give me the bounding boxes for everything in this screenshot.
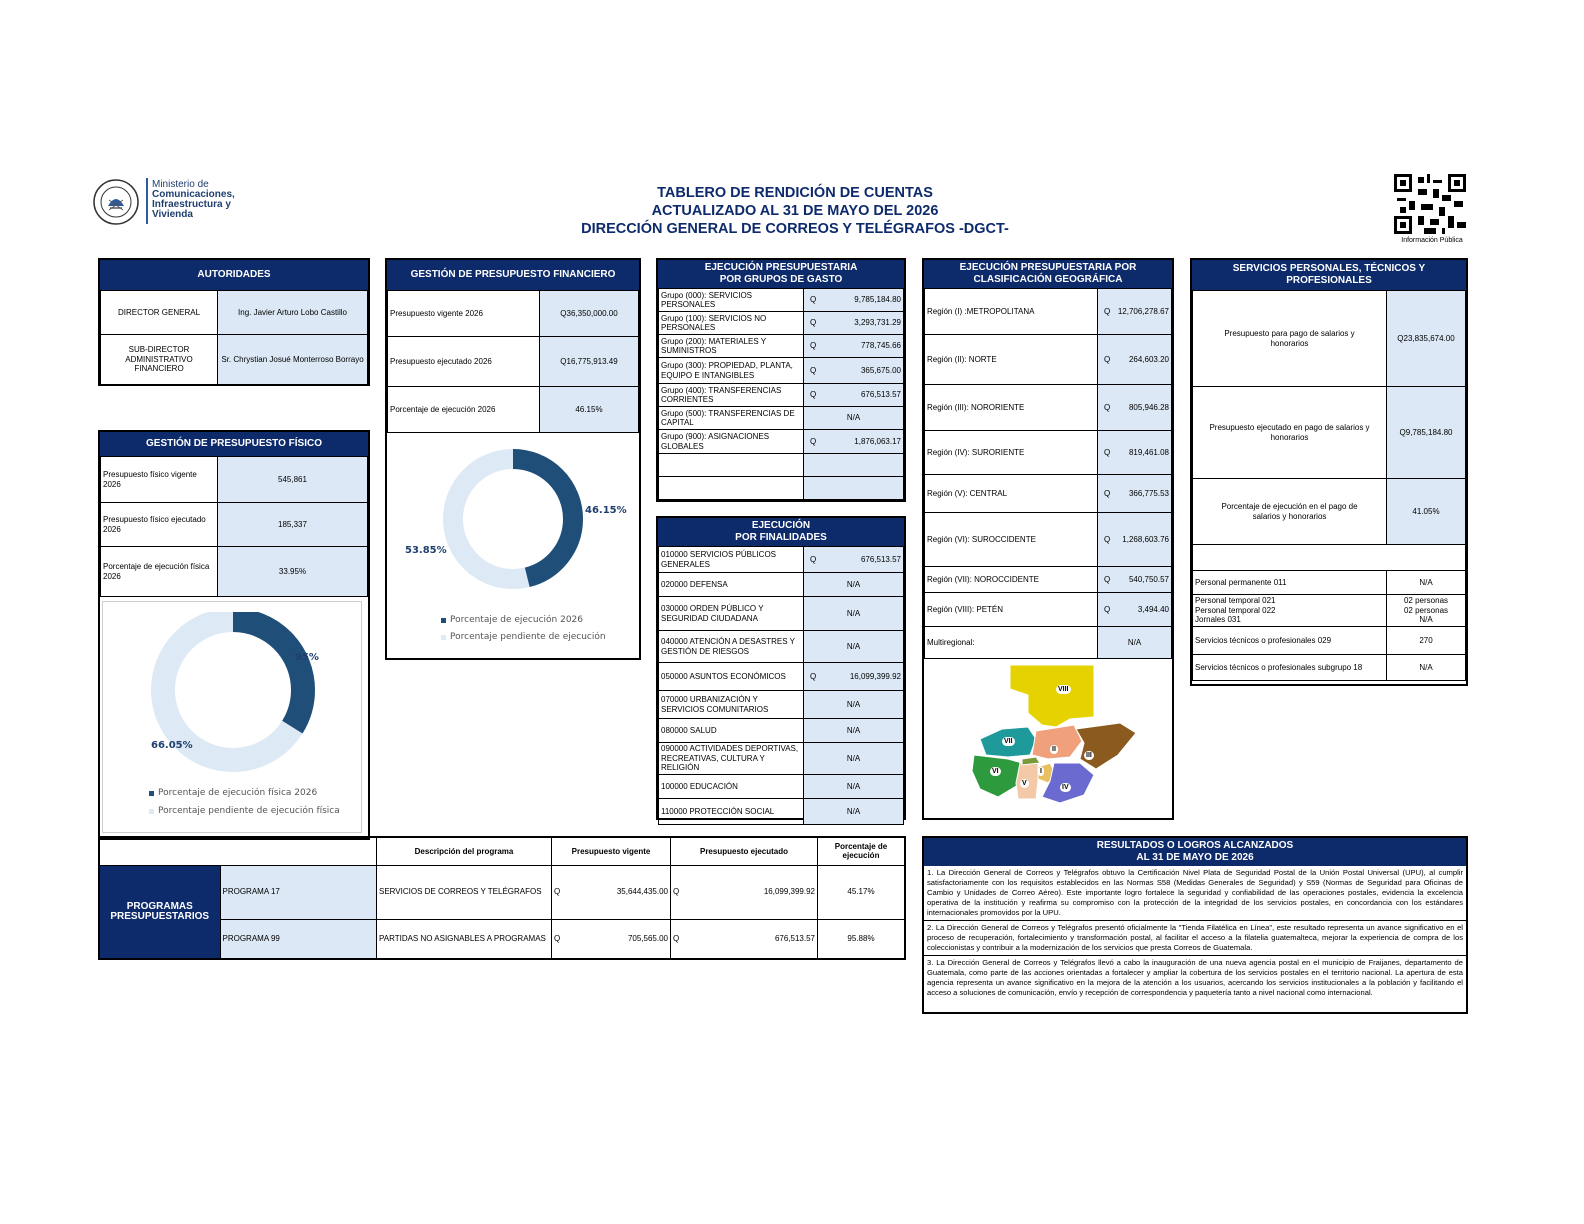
resultados-header: [924, 838, 1466, 866]
financiero-value: Q16,775,913.49: [540, 337, 639, 387]
geografica-label: Región (III): NORORIENTE: [925, 385, 1098, 431]
servicios-value: N/A: [1387, 655, 1466, 681]
programa-name: PROGRAMA 17: [220, 865, 377, 919]
blank-cell: [804, 454, 904, 477]
legend-item: [441, 632, 606, 642]
financiero-donut: [387, 441, 639, 591]
servicios-value: 02 personas: [1403, 596, 1449, 606]
col-eje-header: Presupuesto ejecutado: [671, 837, 818, 865]
col-desc-header: Descripción del programa: [377, 837, 552, 865]
logo-line4: Vivienda: [152, 209, 193, 220]
grupos-label: Grupo (400): TRANSFERENCIAS CORRIENTES: [659, 384, 804, 407]
programa-eje: [671, 919, 818, 959]
seal-icon: [92, 178, 140, 226]
finalidades-header: [658, 518, 904, 546]
grupos-value: 365,675.00: [860, 365, 901, 375]
blank-cell: [220, 837, 377, 865]
currency-label: Q: [810, 341, 817, 351]
qr-code-icon: [1394, 174, 1466, 234]
finalidades-panel: [656, 516, 906, 820]
servicios-value: N/A: [1387, 571, 1466, 595]
grupos-value: 3,293,731.29: [854, 318, 901, 328]
programa-vig-value: 705,565.00: [627, 934, 668, 943]
title-line1: TABLERO DE RENDICIÓN DE CUENTAS: [657, 185, 933, 201]
region-iii-shape: [1076, 723, 1136, 769]
geografica-value: 12,706,278.67: [1117, 306, 1169, 316]
currency-label: Q: [810, 390, 817, 400]
map-region-label: I: [1040, 768, 1042, 775]
geografica-value-cell: [1098, 335, 1172, 385]
grupos-value: 778,745.66: [860, 341, 901, 351]
programa-eje-value: 16,099,399.92: [763, 887, 815, 897]
finalidades-value-cell: N/A: [804, 719, 904, 743]
currency-label: Q: [810, 436, 817, 446]
fisico-value: 185,337: [218, 503, 368, 547]
autoridad-role: DIRECTOR GENERAL: [101, 291, 218, 335]
geografica-header-line2: CLASIFICACIÓN GEOGRÁFICA: [973, 274, 1123, 285]
grupos-panel: [656, 258, 906, 502]
geografica-value: 366,775.53: [1128, 488, 1169, 498]
page-title: [470, 184, 1120, 238]
programa-eje: [671, 865, 818, 919]
finalidades-label: 110000 PROTECCIÓN SOCIAL: [659, 799, 804, 825]
finalidades-label: 070000 URBANIZACIÓN Y SERVICIOS COMUNITARIOS: [659, 691, 804, 719]
fisico-panel: [98, 430, 370, 840]
logo-line1: Ministerio de: [152, 179, 209, 190]
servicios-value: Q9,785,184.80: [1387, 387, 1466, 479]
servicios-label: Personal temporal 022: [1195, 605, 1276, 615]
currency-label: Q: [554, 887, 561, 897]
financiero-value: 46.15%: [540, 387, 639, 433]
servicios-label: Jornales 031: [1195, 615, 1241, 625]
fisico-label: Porcentaje de ejecución física 2026: [101, 547, 218, 597]
legend-swatch: [441, 618, 446, 623]
currency-label: Q: [673, 934, 680, 943]
fisico-label: Presupuesto físico ejecutado 2026: [101, 503, 218, 547]
currency-label: Q: [810, 318, 817, 328]
geografica-header: [924, 260, 1172, 288]
map-region-label: VII: [1004, 738, 1013, 745]
grupos-label: Grupo (100): SERVICIOS NO PERSONALES: [659, 312, 804, 335]
fisico-header: GESTIÓN DE PRESUPUESTO FÍSICO: [100, 432, 368, 456]
geografica-value: 264,603.20: [1128, 354, 1169, 364]
resultados-header-line1: RESULTADOS O LOGROS ALCANZADOS: [1096, 840, 1294, 851]
geografica-label: Región (VIII): PETÉN: [925, 593, 1098, 627]
currency-label: Q: [554, 934, 561, 943]
financiero-exec-pct: 46.15%: [585, 505, 627, 516]
geografica-panel: [922, 258, 1174, 820]
currency-label: Q: [1104, 574, 1111, 584]
fisico-exec-pct: 95%: [295, 652, 319, 663]
autoridades-panel: [98, 258, 370, 386]
legend-label: Porcentaje pendiente de ejecución física: [158, 806, 340, 816]
currency-label: Q: [810, 295, 817, 305]
legend-item: [441, 615, 583, 625]
resultado-item: 2. La Dirección General de Correos y Telégrafos presentó oficialmente la "Tienda Filatélica en Línea", este resultado representa un avance significativo en el proceso de recuperación, fortalecimiento y transformación postal, al facilitar el acceso a la filatelia guatemalteca, mejorar la experiencia de compra de los coleccionistas y contribuir a la modernización de los servicios que presta Correos de Guatemala.: [924, 921, 1466, 956]
blank-cell: [659, 477, 804, 500]
title-line2: ACTUALIZADO AL 31 DE MAYO DEL 2026: [651, 203, 939, 219]
qr-code[interactable]: [1392, 174, 1472, 244]
currency-label: Q: [1104, 306, 1111, 316]
finalidades-value-cell: [804, 663, 904, 691]
geografica-label: Región (IV): SURORIENTE: [925, 431, 1098, 475]
programa-pct: 45.17%: [818, 865, 906, 919]
servicios-header: SERVICIOS PERSONALES, TÉCNICOS Y PROFESIONALES: [1192, 260, 1466, 290]
servicios-label: Porcentaje de ejecución en el pago de salarios y honorarios: [1193, 479, 1387, 545]
legend-label: Porcentaje pendiente de ejecución: [450, 632, 606, 642]
qr-caption: Información Pública: [1401, 237, 1463, 244]
grupos-label: Grupo (500): TRANSFERENCIAS DE CAPITAL: [659, 407, 804, 430]
geografica-value: 3,494.40: [1137, 604, 1169, 614]
currency-label: Q: [1104, 604, 1111, 614]
programas-panel: [98, 836, 906, 960]
finalidades-value-cell: N/A: [804, 743, 904, 775]
programa-pct: 95.88%: [818, 919, 906, 959]
resultado-item: 3. La Dirección General de Correos y Telégrafos llevó a cabo la inauguración de una nueva agencia postal en el municipio de Fraijanes, departamento de Guatemala, como parte de las acciones orientadas a fortalecer y ampliar la cobertura de los servicios postales en el territorio nacional. La apertura de esta agencia representa un avance significativo en la mejora de la atención a los usuarios, acercando los servicios institucionales a la población y facilitando el acceso a soluciones de comunicación, envío y recepción de correspondencia y paquetería tanto a nivel nacional como internacional.: [927, 958, 1463, 997]
map-region-label: II: [1052, 746, 1056, 753]
legend-label: Porcentaje de ejecución 2026: [450, 615, 584, 625]
geografica-value-cell: [1098, 431, 1172, 475]
servicios-value: 02 personas: [1403, 605, 1449, 615]
legend-swatch: [149, 809, 154, 814]
currency-label: Q: [810, 554, 817, 564]
autoridad-name: Ing. Javier Arturo Lobo Castillo: [218, 291, 368, 335]
resultado-item: 1. La Dirección General de Correos y Telégrafos obtuvo la Certificación Nivel Plata de Seguridad Postal de la Unión Postal Universal (UPU), al cumplir satisfactoriamente con los requisitos establecidos en las Normas S58 (Medidas Generales de Seguridad) y S59 (Normas de Seguridad para Oficinas de Cambio y Unidades de Correo Aéreo). Este importante logro fortalece la seguridad y confiabilidad de las operaciones postales, evidencia la excelencia operativa de la institución y reafirma su compromiso con la protección de la integridad de los servicios postales, en concordancia con los estándares internacionales promovidos por la UPU.: [924, 866, 1466, 921]
servicios-label: Presupuesto ejecutado en pago de salarios y honorarios: [1193, 387, 1387, 479]
financiero-header: GESTIÓN DE PRESUPUESTO FINANCIERO: [387, 260, 639, 290]
geografica-value: 1,268,603.76: [1122, 534, 1169, 544]
financiero-label: Presupuesto ejecutado 2026: [388, 337, 540, 387]
resultados-header-line2: AL 31 DE MAYO DE 2026: [1136, 852, 1254, 863]
finalidades-value-cell: N/A: [804, 631, 904, 663]
blank-cell: [99, 837, 220, 865]
currency-label: Q: [810, 365, 817, 375]
map-region-label: V: [1022, 780, 1027, 787]
geografica-value-cell: [1098, 475, 1172, 513]
region-viii-shape: [1010, 665, 1094, 727]
currency-label: Q: [1104, 488, 1111, 498]
map-region-label: IV: [1062, 784, 1069, 791]
fisico-value: 545,861: [218, 457, 368, 503]
servicios-temporal-values: [1387, 595, 1466, 627]
finalidades-label: 010000 SERVICIOS PÚBLICOS GENERALES: [659, 547, 804, 573]
servicios-label: Servicios técnicos o profesionales 029: [1193, 627, 1387, 655]
map-region-label: VI: [992, 768, 999, 775]
servicios-label: Personal permanente 011: [1193, 571, 1387, 595]
financiero-label: Porcentaje de ejecución 2026: [388, 387, 540, 433]
servicios-label: Presupuesto para pago de salarios y honorarios: [1193, 291, 1387, 387]
financiero-chart: [387, 433, 639, 657]
map-icon: [924, 659, 1172, 809]
grupos-label: Grupo (000): SERVICIOS PERSONALES: [659, 289, 804, 312]
region-small-shape: [1022, 757, 1040, 765]
finalidades-header-line2: POR FINALIDADES: [735, 532, 827, 543]
ministry-logo: [92, 178, 262, 226]
grupos-value-cell: [804, 358, 904, 384]
finalidades-value-cell: N/A: [804, 799, 904, 825]
geografica-label: Región (II): NORTE: [925, 335, 1098, 385]
legend-swatch: [149, 791, 154, 796]
legend-item: [149, 806, 340, 816]
finalidades-label: 040000 ATENCIÓN A DESASTRES Y GESTIÓN DE RIESGOS: [659, 631, 804, 663]
autoridad-name: Sr. Chrystian Josué Monterroso Borrayo: [218, 335, 368, 385]
grupos-label: Grupo (300): PROPIEDAD, PLANTA, EQUIPO E INTANGIBLES: [659, 358, 804, 384]
geografica-header-line1: EJECUCIÓN PRESUPUESTARIA POR: [959, 262, 1137, 273]
fisico-donut: [103, 612, 363, 782]
grupos-value: 676,513.57: [860, 390, 901, 400]
servicios-value: Q23,835,674.00: [1387, 291, 1466, 387]
financiero-pend-pct: 53.85%: [405, 545, 447, 556]
currency-label: Q: [1104, 534, 1111, 544]
resultados-panel: [922, 836, 1468, 1014]
fisico-chart: [102, 601, 362, 833]
grupos-value: 1,876,063.17: [854, 436, 901, 446]
geografica-value: 540,750.57: [1128, 574, 1169, 584]
programas-header: PROGRAMAS PRESUPUESTARIOS: [99, 865, 220, 959]
autoridades-header: AUTORIDADES: [100, 260, 368, 290]
currency-label: Q: [1104, 402, 1111, 412]
map-region-label: VIII: [1058, 686, 1069, 693]
finalidades-value-cell: N/A: [804, 775, 904, 799]
grupos-value-cell: [804, 384, 904, 407]
geografica-value: 805,946.28: [1128, 402, 1169, 412]
currency-label: Q: [673, 887, 680, 897]
logo-line3: Infraestructura y: [152, 199, 231, 210]
programa-desc: PARTIDAS NO ASIGNABLES A PROGRAMAS: [377, 919, 552, 959]
grupos-value-cell: [804, 312, 904, 335]
programa-vig-value: 35,644,435.00: [616, 887, 668, 897]
geografica-value-cell: [1098, 593, 1172, 627]
servicios-value: 41.05%: [1387, 479, 1466, 545]
legend-item: [149, 788, 317, 798]
finalidades-value-cell: [804, 547, 904, 573]
currency-label: Q: [1104, 447, 1111, 457]
blank-cell: [659, 454, 804, 477]
servicios-label: Servicios técnicos o profesionales subgrupo 18: [1193, 655, 1387, 681]
guatemala-region-map: [924, 659, 1172, 809]
finalidades-value: 676,513.57: [860, 554, 901, 564]
servicios-value: N/A: [1419, 615, 1433, 625]
grupos-value-cell: [804, 430, 904, 454]
grupos-header: [658, 260, 904, 288]
fisico-value: 33.95%: [218, 547, 368, 597]
fisico-pend-pct: 66.05%: [151, 740, 193, 751]
region-vi-shape: [972, 755, 1022, 797]
geografica-value: 819,461.08: [1128, 447, 1169, 457]
grupos-label: Grupo (200): MATERIALES Y SUMINISTROS: [659, 335, 804, 358]
title-line3: DIRECCIÓN GENERAL DE CORREOS Y TELÉGRAFOS -DGCT-: [581, 221, 1009, 237]
geografica-label: Región (VII): NOROCCIDENTE: [925, 567, 1098, 593]
legend-label: Porcentaje de ejecución física 2026: [158, 788, 318, 798]
geografica-label: Región (I) :METROPOLITANA: [925, 289, 1098, 335]
programa-name: PROGRAMA 99: [220, 919, 377, 959]
servicios-panel: [1190, 258, 1468, 686]
servicios-value: 270: [1387, 627, 1466, 655]
finalidades-label: 100000 EDUCACIÓN: [659, 775, 804, 799]
grupos-value-cell: N/A: [804, 407, 904, 430]
finalidades-value-cell: N/A: [804, 691, 904, 719]
grupos-header-line1: EJECUCIÓN PRESUPUESTARIA: [704, 262, 858, 273]
region-ii-shape: [1032, 725, 1082, 759]
finalidades-label: 020000 DEFENSA: [659, 573, 804, 597]
geografica-value-cell: [1098, 567, 1172, 593]
geografica-value-cell: N/A: [1098, 627, 1172, 659]
col-vig-header: Presupuesto vigente: [552, 837, 671, 865]
map-region-label: III: [1086, 752, 1092, 759]
geografica-label: Región (V): CENTRAL: [925, 475, 1098, 513]
servicios-temporal-labels: [1193, 595, 1387, 627]
servicios-label: Personal temporal 021: [1195, 596, 1276, 606]
geografica-label: Región (VI): SUROCCIDENTE: [925, 513, 1098, 567]
logo-line2: Comunicaciones,: [152, 189, 235, 200]
financiero-value: Q36,350,000.00: [540, 291, 639, 337]
grupos-value-cell: [804, 289, 904, 312]
finalidades-value: 16,099,399.92: [849, 671, 901, 681]
geografica-value-cell: [1098, 289, 1172, 335]
currency-label: Q: [1104, 354, 1111, 364]
finalidades-label: 050000 ASUNTOS ECONÓMICOS: [659, 663, 804, 691]
programa-eje-value: 676,513.57: [774, 934, 815, 943]
grupos-value-cell: [804, 335, 904, 358]
programa-vig: [552, 919, 671, 959]
finalidades-label: 080000 SALUD: [659, 719, 804, 743]
servicios-spacer: [1193, 545, 1466, 571]
geografica-label: Multiregional:: [925, 627, 1098, 659]
programa-vig: [552, 865, 671, 919]
blank-cell: [804, 477, 904, 500]
grupos-label: Grupo (900): ASIGNACIONES GLOBALES: [659, 430, 804, 454]
grupos-header-line2: POR GRUPOS DE GASTO: [719, 274, 843, 285]
programa-desc: SERVICIOS DE CORREOS Y TELÉGRAFOS: [377, 865, 552, 919]
legend-swatch: [441, 635, 446, 640]
autoridad-role: SUB-DIRECTOR ADMINISTRATIVO FINANCIERO: [101, 335, 218, 385]
finalidades-header-line1: EJECUCIÓN: [751, 520, 811, 531]
finalidades-label: 030000 ORDEN PÚBLICO Y SEGURIDAD CIUDADANA: [659, 597, 804, 631]
financiero-label: Presupuesto vigente 2026: [388, 291, 540, 337]
geografica-value-cell: [1098, 385, 1172, 431]
financiero-panel: [385, 258, 641, 660]
col-pct-header: Porcentaje de ejecución: [818, 837, 906, 865]
currency-label: Q: [810, 671, 817, 681]
finalidades-value-cell: N/A: [804, 573, 904, 597]
finalidades-label: 090000 ACTIVIDADES DEPORTIVAS, RECREATIVAS, CULTURA Y RELIGIÓN: [659, 743, 804, 775]
fisico-label: Presupuesto físico vigente 2026: [101, 457, 218, 503]
finalidades-value-cell: N/A: [804, 597, 904, 631]
geografica-value-cell: [1098, 513, 1172, 567]
grupos-value: 9,785,184.80: [854, 295, 901, 305]
